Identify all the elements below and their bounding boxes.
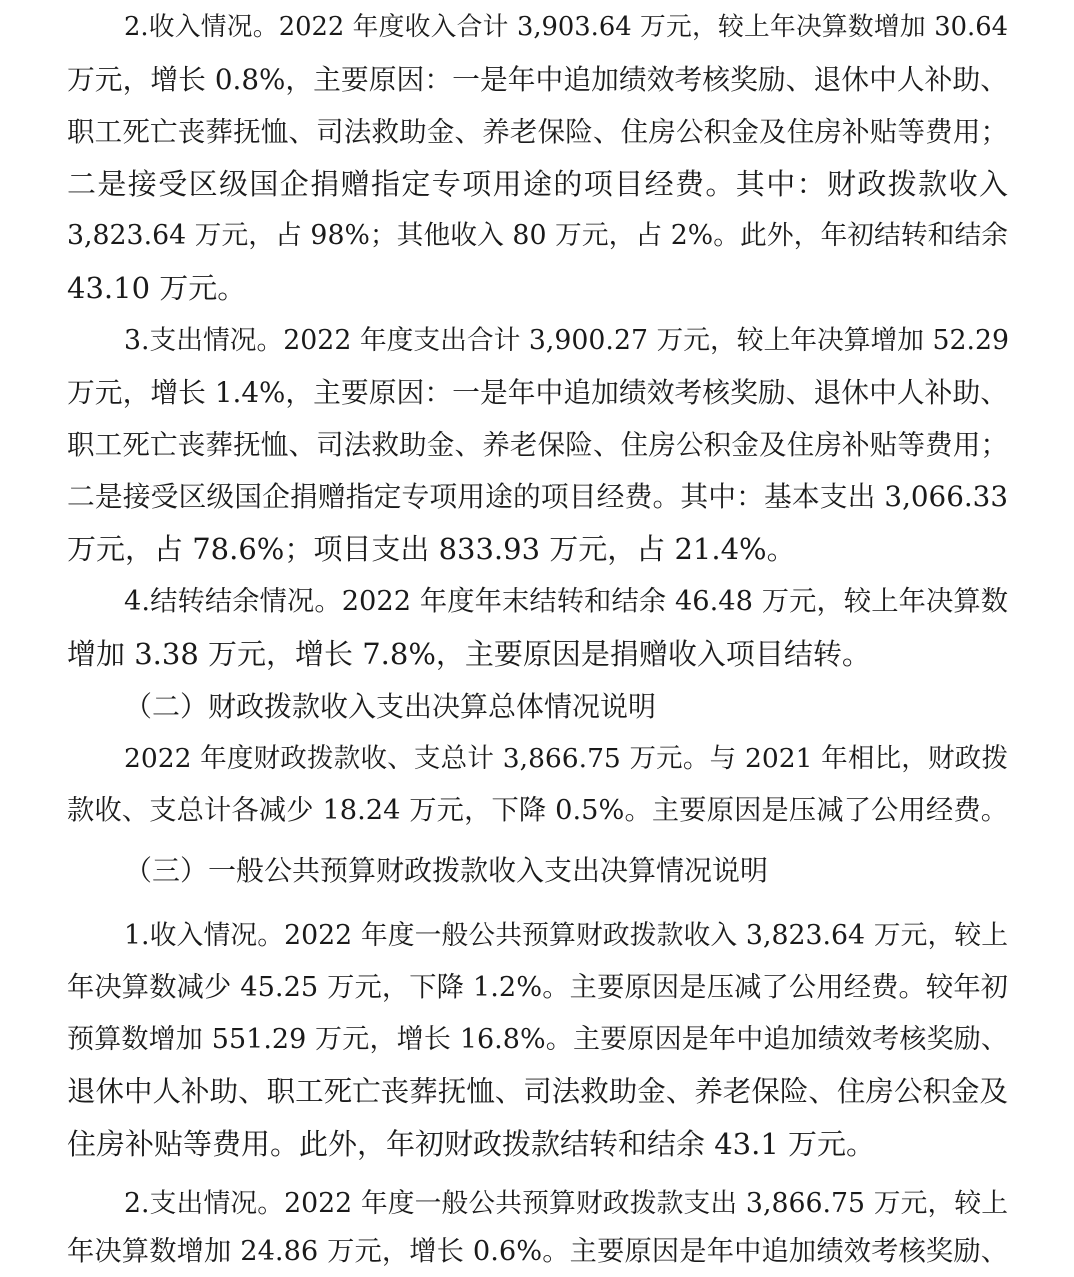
text-line: 年决算数减少 45.25 万元，下降 1.2%。主要原因是压减了公用经费。较年初: [67, 972, 1008, 1003]
text-line: 年决算数增加 24.86 万元，增长 0.6%。主要原因是年中追加绩效考核奖励、: [67, 1236, 1008, 1267]
text-line: 万元，增长 1.4%，主要原因：一是年中追加绩效考核奖励、退休中人补助、: [67, 376, 1008, 409]
text-line: 二是接受区级国企捐赠指定专项用途的项目经费。其中：基本支出 3,066.33: [67, 480, 1008, 513]
text-line: 预算数增加 551.29 万元，增长 16.8%。主要原因是年中追加绩效考核奖励、: [67, 1024, 1008, 1055]
text-line: 2.收入情况。2022 年度收入合计 3,903.64 万元，较上年决算数增加 30.64: [124, 12, 1008, 42]
text-line: 增加 3.38 万元，增长 7.8%，主要原因是捐赠收入项目结转。: [67, 637, 871, 671]
text-line: 职工死亡丧葬抚恤、司法救助金、养老保险、住房公积金及住房补贴等费用；: [67, 116, 1008, 148]
section-heading: （二）财政拨款收入支出决算总体情况说明: [124, 690, 657, 723]
text-line: 住房补贴等费用。此外，年初财政拨款结转和结余 43.1 万元。: [67, 1127, 876, 1161]
text-line: 1.收入情况。2022 年度一般公共预算财政拨款收入 3,823.64 万元，较上: [124, 920, 1008, 951]
text-line: 2.支出情况。2022 年度一般公共预算财政拨款支出 3,866.75 万元，较上: [124, 1188, 1008, 1219]
text-line: 3.支出情况。2022 年度支出合计 3,900.27 万元，较上年决算增加 52.29: [124, 325, 1010, 356]
text-line: 二是接受区级国企捐赠指定专项用途的项目经费。其中：财政拨款收入: [67, 167, 1008, 201]
text-line: 万元，占 78.6%；项目支出 833.93 万元，占 21.4%。: [67, 532, 796, 566]
text-line: 职工死亡丧葬抚恤、司法救助金、养老保险、住房公积金及住房补贴等费用；: [67, 429, 1008, 461]
text-line: 4.结转结余情况。2022 年度年末结转和结余 46.48 万元，较上年决算数: [124, 586, 1008, 617]
text-line: 43.10 万元。: [67, 271, 247, 305]
section-heading: （三）一般公共预算财政拨款收入支出决算情况说明: [124, 854, 769, 887]
text-line: 3,823.64 万元，占 98%；其他收入 80 万元，占 2%。此外，年初结转和结余: [67, 220, 1008, 251]
text-line: 2022 年度财政拨款收、支总计 3,866.75 万元。与 2021 年相比，财政拨: [124, 743, 1008, 774]
text-line: 退休中人补助、职工死亡丧葬抚恤、司法救助金、养老保险、住房公积金及: [67, 1075, 1008, 1108]
text-line: 款收、支总计各减少 18.24 万元，下降 0.5%。主要原因是压减了公用经费。: [67, 795, 1008, 826]
text-line: 万元，增长 0.8%，主要原因：一是年中追加绩效考核奖励、退休中人补助、: [67, 63, 1008, 96]
